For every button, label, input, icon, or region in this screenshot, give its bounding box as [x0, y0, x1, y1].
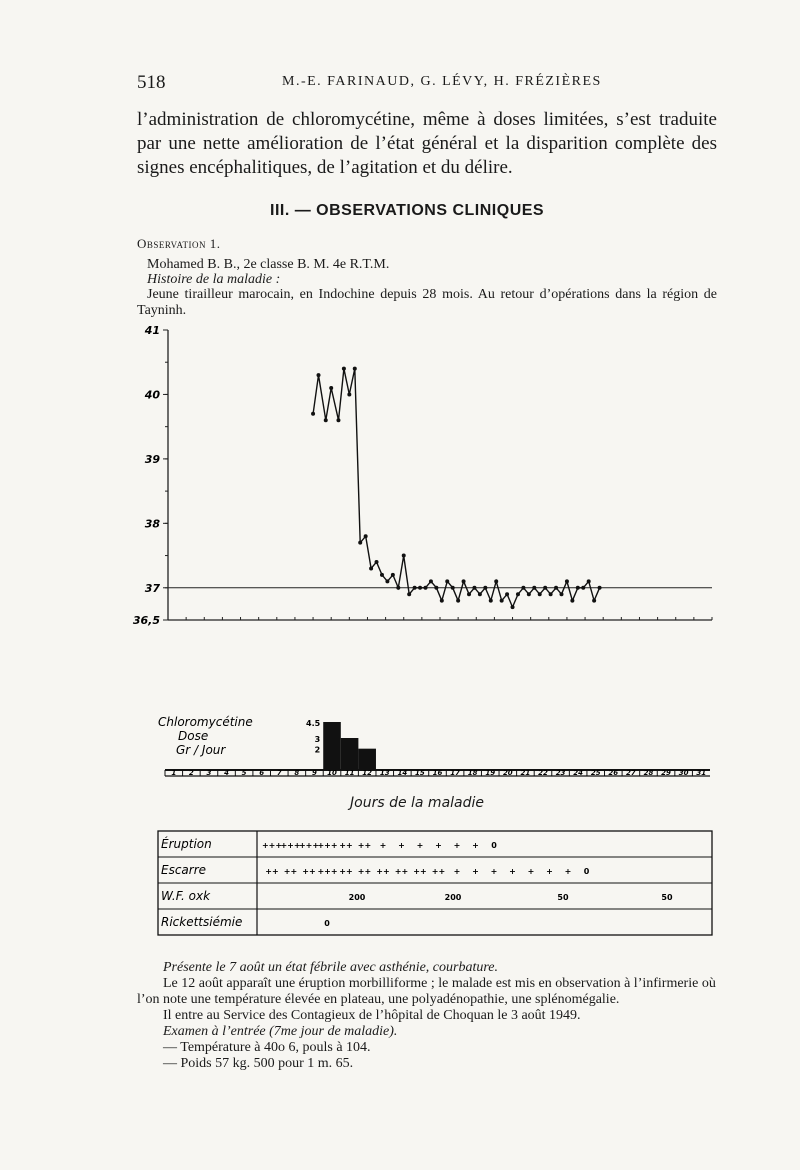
- footer-p3: Il entre au Service des Contagieux de l’hôpital de Choquan le 3 août 1949.: [163, 1008, 581, 1023]
- temperature-point: [516, 592, 520, 596]
- table-cell: ++: [283, 867, 298, 876]
- dose-bar: [323, 722, 341, 770]
- footer-p4: Examen à l’entrée (7me jour de maladie).: [163, 1024, 398, 1039]
- footer-text: [137, 960, 717, 1072]
- day-label: 19: [485, 769, 496, 777]
- temperature-point: [549, 592, 553, 596]
- y-tick-label: 36,5: [132, 614, 160, 627]
- day-label: 18: [467, 769, 478, 777]
- table-cell: +: [490, 867, 498, 876]
- table-cell: +: [527, 867, 535, 876]
- temperature-point: [407, 592, 411, 596]
- temperature-point: [505, 592, 509, 596]
- temperature-point: [511, 605, 515, 609]
- intro-paragraph: [137, 108, 717, 180]
- table-cell: +++: [317, 841, 338, 850]
- table-cell: +: [453, 841, 461, 850]
- day-label: 11: [344, 769, 355, 777]
- temperature-point: [532, 586, 536, 590]
- dose-y-tick-label: 2: [314, 745, 321, 755]
- dose-bars: [323, 722, 376, 770]
- dose-y-tick-label: 3: [314, 735, 321, 744]
- y-tick-label: 41: [144, 324, 160, 337]
- table-cell: +: [509, 867, 516, 876]
- y-tick-label: 37: [144, 581, 160, 595]
- day-label: 13: [379, 769, 390, 777]
- day-label: 31: [696, 769, 707, 777]
- temperature-point: [489, 599, 493, 603]
- table-cell: +: [379, 841, 387, 850]
- page-number: 518: [137, 72, 166, 93]
- table-cell: +: [435, 841, 442, 850]
- temperature-point: [440, 599, 444, 603]
- patient-line: Mohamed B. B., 2e classe B. M. 4e R.T.M.: [147, 257, 390, 272]
- table-cell: ++: [302, 867, 316, 876]
- table-cell: +: [398, 841, 405, 850]
- temperature-series: [311, 367, 602, 609]
- temperature-point: [559, 592, 563, 596]
- table-cell: 0: [324, 919, 330, 928]
- temperature-point: [353, 367, 357, 371]
- temperature-axes: [168, 330, 712, 620]
- day-label: 24: [573, 769, 584, 777]
- table-cell: ++: [431, 867, 446, 876]
- table-cell: +++: [261, 841, 283, 850]
- temperature-y-ticks: [133, 324, 168, 627]
- day-label: 7: [276, 769, 282, 777]
- table-cell: 50: [661, 893, 673, 902]
- temperature-point: [576, 586, 580, 590]
- dose-label-line: Chloromycétine: [158, 715, 253, 729]
- temperature-point: [342, 367, 346, 371]
- intro-text: l’administration de chloromycétine, même à doses limitées, s’est traduite par une nette amélioration de l’état général et la disparition complète des signes encéphalitiques, de l’agitation et du délire.: [137, 109, 717, 178]
- temperature-point: [311, 412, 315, 416]
- temperature-chart: [130, 322, 720, 627]
- temperature-point: [565, 579, 569, 583]
- day-label: 21: [520, 769, 531, 777]
- day-label: 29: [661, 769, 671, 777]
- day-label: 2: [188, 769, 194, 777]
- table-cell: 0: [583, 867, 590, 876]
- temperature-point: [462, 579, 466, 583]
- dose-label-line: Dose: [178, 729, 209, 743]
- temperature-point: [317, 373, 321, 377]
- temperature-point: [592, 599, 596, 603]
- y-tick-label: 38: [144, 517, 160, 531]
- temperature-line: [313, 369, 599, 607]
- temperature-point: [500, 599, 504, 603]
- day-label: 6: [259, 769, 265, 777]
- temperature-point: [543, 586, 547, 590]
- temperature-point: [413, 586, 417, 590]
- footer-p5: — Température à 40o 6, pouls à 104.: [163, 1040, 371, 1055]
- day-label: 27: [626, 769, 636, 777]
- table-cell: +: [416, 841, 424, 850]
- table-cell: +++: [317, 867, 338, 876]
- table-cell: 200: [444, 893, 462, 902]
- temperature-point: [581, 586, 585, 590]
- table-cell: +: [564, 867, 572, 876]
- table-cell: +: [472, 841, 479, 850]
- table-cell: ++: [376, 867, 390, 876]
- temperature-point: [347, 392, 351, 396]
- dose-y-tick-label: 4.5: [306, 719, 321, 728]
- day-label: 25: [590, 769, 601, 777]
- table-cell: ++: [357, 841, 372, 850]
- table-cell: ++: [265, 867, 279, 876]
- temperature-point: [369, 566, 373, 570]
- table-cell: 50: [557, 893, 569, 902]
- table-cell: +: [472, 867, 479, 876]
- dose-label-line: Gr / Jour: [176, 743, 226, 757]
- history-heading: Histoire de la maladie :: [147, 272, 281, 287]
- temperature-point: [364, 534, 368, 538]
- day-label: 12: [362, 769, 373, 777]
- table-row-label: W.F. oxk: [161, 889, 211, 903]
- temperature-point: [570, 599, 574, 603]
- day-label: 14: [397, 769, 408, 777]
- table-cell: 0: [491, 841, 497, 850]
- x-axis-label: Jours de la maladie: [350, 795, 485, 811]
- temperature-point: [538, 592, 542, 596]
- temperature-point: [472, 586, 476, 590]
- temperature-point: [391, 573, 395, 577]
- day-label: 8: [294, 769, 300, 777]
- table-row-label: Rickettsiémie: [161, 915, 243, 929]
- temperature-point: [494, 579, 498, 583]
- temperature-point: [434, 586, 438, 590]
- temperature-point: [336, 418, 340, 422]
- day-label: 28: [643, 769, 654, 777]
- temperature-point: [598, 586, 602, 590]
- day-label: 22: [538, 769, 548, 777]
- table-cell: 200: [348, 893, 366, 902]
- temperature-point: [329, 386, 333, 390]
- table-cell: ++: [413, 867, 427, 876]
- dose-label-lines: [158, 715, 253, 757]
- y-tick-label: 39: [144, 452, 160, 466]
- temperature-point: [402, 554, 406, 558]
- dose-bar: [358, 749, 376, 770]
- temperature-point: [527, 592, 531, 596]
- day-label: 3: [206, 769, 212, 777]
- day-label: 23: [555, 769, 566, 777]
- temperature-point: [324, 418, 328, 422]
- temperature-point: [478, 592, 482, 596]
- footer-p2: Le 12 août apparaît une éruption morbilliforme ; le malade est mis en observation à l’infirmerie où l’on note une température élevée en plateau, une polyadénopathie, une splénomégalie.: [137, 976, 716, 1007]
- history-text: Jeune tirailleur marocain, en Indochine depuis 28 mois. Au retour d’opérations dans la région de Tayninh.: [137, 287, 717, 318]
- section-title: III. — OBSERVATIONS CLINIQUES: [270, 202, 545, 219]
- temperature-point: [418, 586, 422, 590]
- day-label: 10: [327, 769, 337, 777]
- days-axis: [165, 769, 710, 777]
- temperature-point: [375, 560, 379, 564]
- temperature-point: [429, 579, 433, 583]
- temperature-point: [385, 579, 389, 583]
- chloromycetine-dose-chart: [150, 710, 720, 790]
- table-cell: ++: [339, 841, 353, 850]
- table-cell: +++: [298, 841, 320, 850]
- temperature-point: [396, 586, 400, 590]
- table-cell: +: [453, 867, 461, 876]
- day-label: 20: [502, 769, 513, 777]
- temperature-point: [483, 586, 487, 590]
- day-label: 15: [415, 769, 425, 777]
- temperature-point: [358, 541, 362, 545]
- table-cell: ++: [394, 867, 409, 876]
- page-header: [137, 72, 717, 96]
- temperature-point: [587, 579, 591, 583]
- temperature-point: [456, 599, 460, 603]
- dose-bar: [341, 738, 359, 770]
- temperature-point: [467, 592, 471, 596]
- day-label: 5: [241, 769, 247, 777]
- temperature-point: [554, 586, 558, 590]
- running-head: M.-E. FARINAUD, G. LÉVY, H. FRÉZIÈRES: [282, 74, 602, 89]
- temperature-point: [380, 573, 384, 577]
- day-label: 1: [171, 769, 177, 777]
- table-cell: ++: [357, 867, 372, 876]
- temperature-point: [521, 586, 525, 590]
- y-tick-label: 40: [144, 388, 160, 402]
- day-label: 9: [311, 769, 317, 777]
- dose-y-ticks: [306, 719, 321, 755]
- footer-p6: — Poids 57 kg. 500 pour 1 m. 65.: [163, 1056, 354, 1071]
- temperature-point: [445, 579, 449, 583]
- table-cell: +++: [280, 841, 301, 850]
- day-label: 17: [450, 769, 460, 777]
- table-cell: +: [546, 867, 553, 876]
- table-row-label: Escarre: [161, 863, 207, 877]
- table-row-label: Éruption: [161, 837, 212, 851]
- day-label: 30: [678, 769, 689, 777]
- day-label: 16: [432, 769, 443, 777]
- footer-p1: Présente le 7 août un état fébrile avec asthénie, courbature.: [163, 960, 499, 975]
- day-label: 26: [608, 769, 619, 777]
- temperature-point: [451, 586, 455, 590]
- observation-label: Observation 1.: [137, 236, 221, 251]
- lab-results-table: [157, 830, 715, 940]
- day-label: 4: [224, 769, 229, 777]
- table-cell: ++: [339, 867, 353, 876]
- temperature-point: [423, 586, 427, 590]
